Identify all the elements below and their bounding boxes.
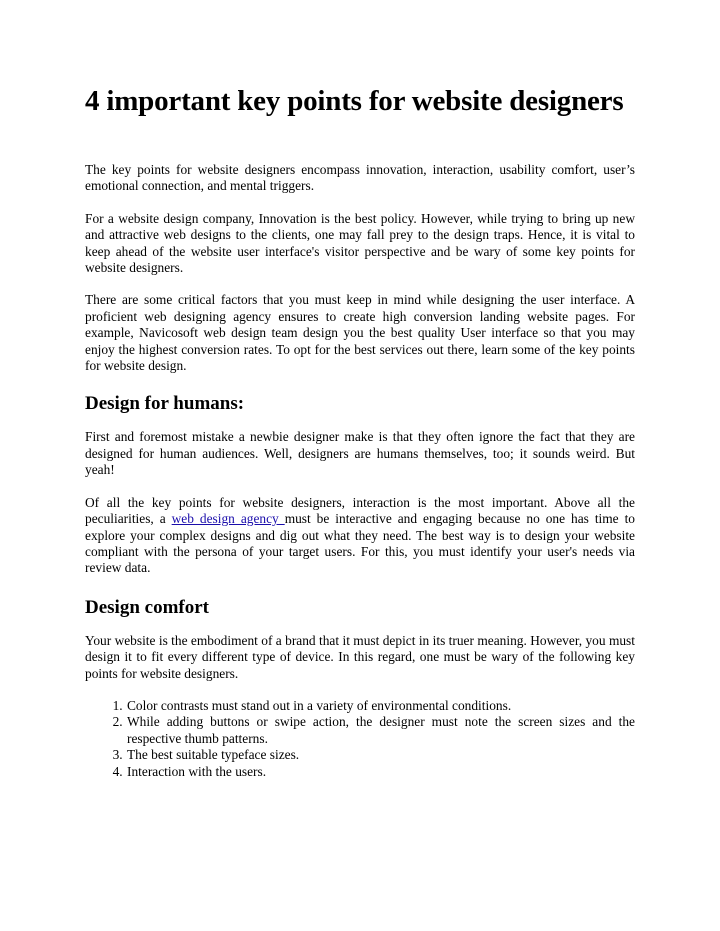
list-item: 1. Color contrasts must stand out in a variety of environmental conditions. — [126, 698, 635, 714]
intro-paragraph-3: There are some critical factors that you must keep in mind while designing the user interface. A proficient web designing agency ensures to create high conversion landing website pages. For example, Navicosoft web design team design you the best quality User interface so that you may enjoy the highest conversion rates. To opt for the best services out there, learn some of the key points for website design. — [85, 292, 635, 374]
intro-paragraph-1: The key points for website designers encompass innovation, interaction, usability comfort, user’s emotional connection, and mental triggers. — [85, 162, 635, 194]
document-page — [85, 84, 635, 780]
section1-paragraph-2-end: must be interactive and engaging because no one has time to explore your complex designs and dig out what they need. The best way is to design your website compliant with the persona of your target users. For this, you must identify your user's needs via review data. — [85, 511, 635, 576]
key-points-list — [85, 698, 635, 780]
intro-paragraph-2: For a website design company, Innovation is the best policy. However, while trying to bring up new and attractive web designs to the clients, one may fall prey to the design traps. Hence, it is vital to keep ahead of the website user interface's visitor perspective and be wary of some key points for website designers. — [85, 210, 635, 276]
section-heading-design-comfort: Design comfort — [85, 596, 209, 618]
page-title: 4 important key points for website designers — [85, 85, 624, 117]
list-item: 4. Interaction with the users. — [126, 764, 635, 780]
section-heading-design-for-humans: Design for humans: — [85, 393, 245, 415]
section1-paragraph-1: First and foremost mistake a newbie designer make is that they often ignore the fact that they are designed for human audiences. Well, designers are humans themselves, too; it sounds weird. But yeah! — [85, 429, 635, 478]
list-item: 2. While adding buttons or swipe action, the designer must note the screen sizes and the respective thumb patterns. — [126, 714, 635, 747]
list-item: 3. The best suitable typeface sizes. — [126, 747, 635, 763]
web-design-agency-link[interactable]: web design agency — [171, 511, 285, 527]
section1-paragraph-2-start: Of all the key points for website designers, interaction is the most important. Above all the peculiarities, a — [85, 494, 635, 527]
section1-paragraph-2 — [85, 495, 635, 577]
section2-paragraph: Your website is the embodiment of a brand that it must depict in its truer meaning. However, you must design it to fit every different type of device. In this regard, one must be wary of the following key points for website designers. — [85, 632, 635, 681]
